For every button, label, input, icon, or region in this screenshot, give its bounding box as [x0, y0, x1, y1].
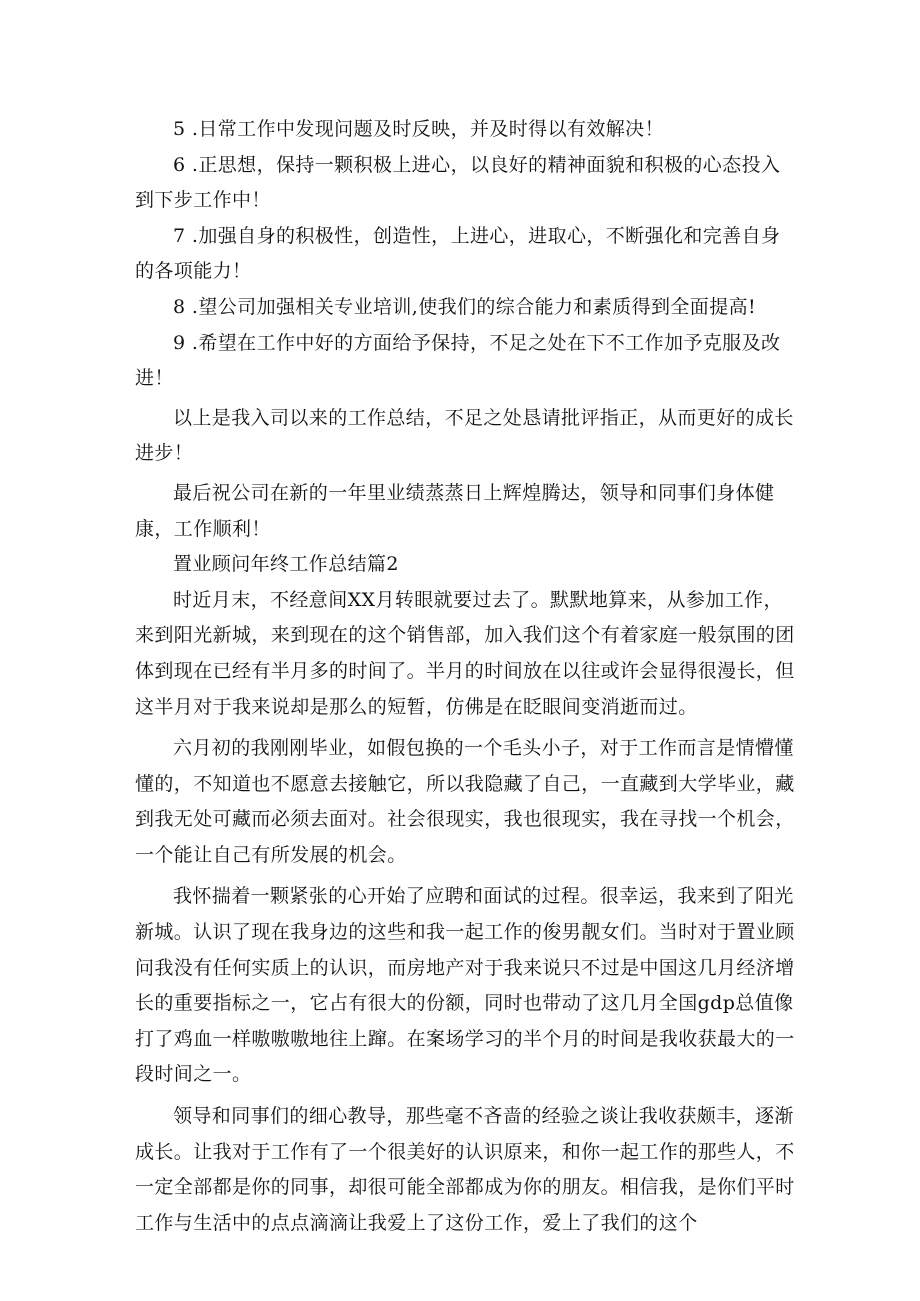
section-heading: 置业顾问年终工作总结篇2 [173, 553, 399, 576]
document-body [135, 112, 795, 1241]
list-item-6: 6 .正思想，保持一颗积极上进心，以良好的精神面貌和积极的心态投入到下步工作中！ [135, 153, 781, 212]
list-item-9: 9 .希望在工作中好的方面给予保持，不足之处在下不工作加予克服及改进！ [135, 331, 781, 390]
body-paragraph: 我怀揣着一颗紧张的心开始了应聘和面试的过程。很幸运，我来到了阳光新城。认识了现在我身边的这些和我一起工作的俊男靓女们。当时对于置业顾问我没有任何实质上的认识，而房地产对于我来说只不过是中国这几月经济增长的重要指标之一，它占有很大的份额，同时也带动了这几月全国gdp总值像打了鸡血一样嗷嗷嗷地往上蹿。在案场学习的半个月的时间是我收获最大的一段时间之一。 [135, 885, 795, 1086]
body-paragraph: 时近月末，不经意间XX月转眼就要过去了。默默地算来，从参加工作，来到阳光新城，来到现在的这个销售部，加入我们这个有着家庭一般氛围的团体到现在已经有半月多的时间了。半月的时间放在以往或许会显得很漫长，但这半月对于我来说却是那么的短暂，仿佛是在眨眼间变消逝而过。 [135, 588, 795, 718]
closing-wishes-paragraph: 最后祝公司在新的一年里业绩蒸蒸日上辉煌腾达，领导和同事们身体健康，工作顺利！ [135, 481, 775, 540]
list-item-5: 5 .日常工作中发现问题及时反映，并及时得以有效解决！ [173, 118, 664, 140]
body-paragraph: 领导和同事们的细心教导，那些毫不吝啬的经验之谈让我收获颇丰，逐渐成长。让我对于工作有了一个很美好的认识原来，和你一起工作的那些人，不一定全部都是你的同事，却很可能全部都成为你的朋友。相信我，是你们平时工作与生活中的点点滴滴让我爱上了这份工作，爱上了我们的这个 [135, 1105, 795, 1234]
list-item-8: 8 .望公司加强相关专业培训,使我们的综合能力和素质得到全面提高! [173, 295, 757, 318]
summary-paragraph: 以上是我入司以来的工作总结，不足之处恳请批评指正，从而更好的成长进步！ [135, 406, 794, 465]
body-paragraph: 六月初的我刚刚毕业，如假包换的一个毛头小子，对于工作而言是情懵懂懂的，不知道也不愿意去接触它，所以我隐藏了自己，一直藏到大学毕业，藏到我无处可藏而必须去面对。社会很现实，我也很现实，我在寻找一个机会，一个能让自己有所发展的机会。 [135, 737, 795, 866]
list-item-7: 7 .加强自身的积极性，创造性，上进心，进取心，不断强化和完善自身的各项能力！ [135, 224, 781, 283]
